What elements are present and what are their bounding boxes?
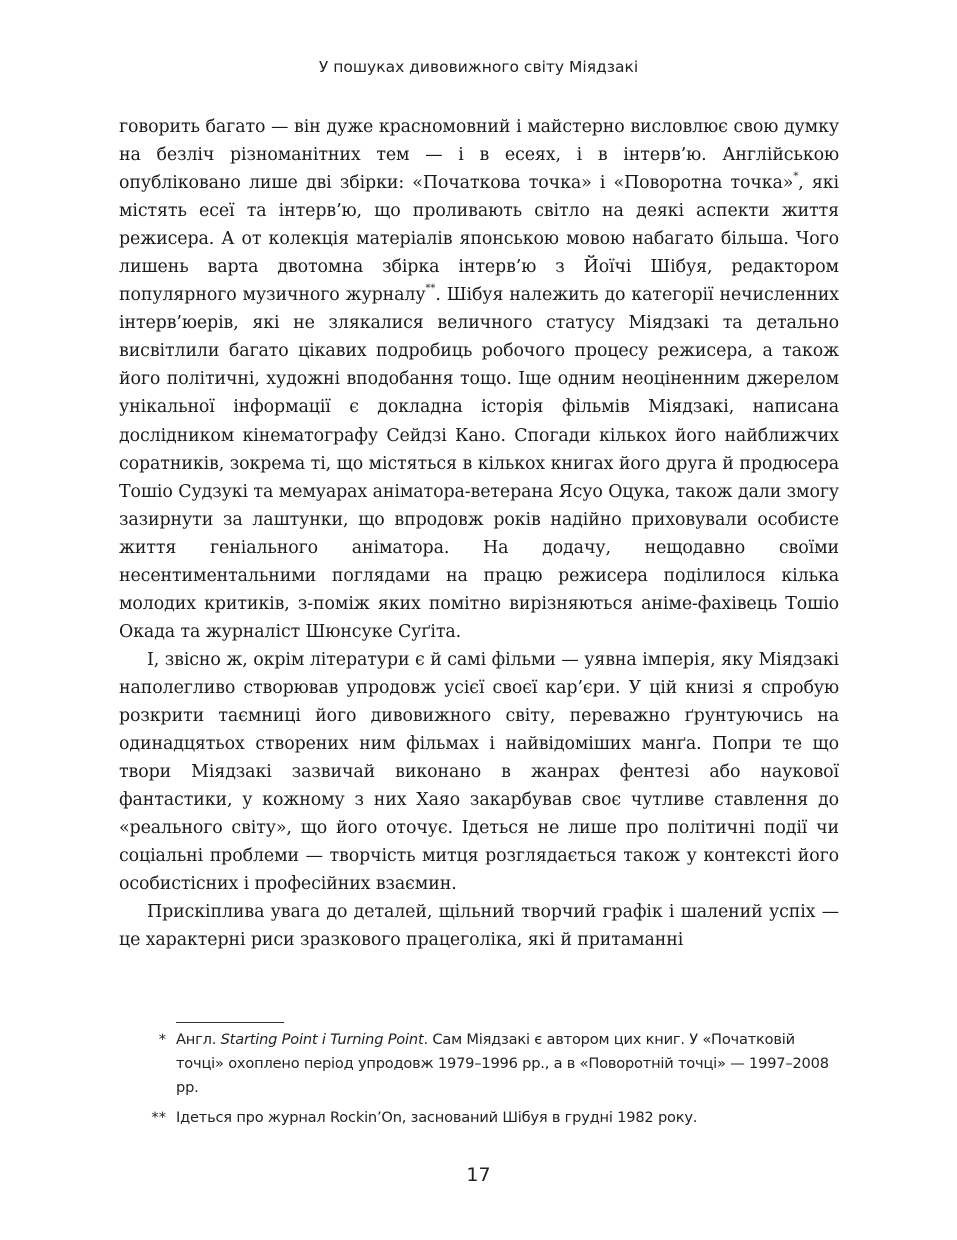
footnote-mark: * [158,1031,166,1048]
paragraph [119,113,839,646]
paragraph-text: . Шібуя належить до категорії нечисленних інтерв’юерів, які не злякалися величного статусу Міядзакі та детально висвітлили багато цікавих подробиць робочого процесу режисера, а також його політичні, художні вподобання тощо. Іще одним неоціненним джерелом унікальної інформації є докладна історія фільмів Міядзакі, написана дослідником кінематографу Сейдзі Кано. Спогади кількох його найближчих соратників, зокрема ті, що містяться в кількох книгах його друга й продюсера Тошіо Судзукі та мемуарах аніматора-ветерана Ясуо Оцука, також дали змогу зазирнути за лаштунки, що впродовж років надійно приховували особисте життя геніального аніматора. На додачу, нещодавно своїми несентиментальними поглядами на працю режисера поділилося кілька молодих критиків, з-поміж яких помітно вирізняються аніме-фахівець Тошіо Окада та журналіст Шюнсуке Суґіта. [119,285,839,642]
footnote [119,1106,839,1130]
running-head: У пошуках дивовижного світу Міядзакі [318,58,639,76]
paragraph-text: говорить багато — він дуже красномовний і майстерно висловлює свою думку на безліч різноманітних тем — і в есеях, і в інтерв’ю. Англійською опубліковано лише дві збірки: «Початкова точка» і «Поворотна точка» [119,117,839,194]
body-text [119,113,839,954]
footnote-mark: ** [151,1109,166,1126]
footnote-text [176,1028,839,1100]
page-number: 17 [466,1164,491,1186]
footnote-rest: . Сам Міядзакі є автором цих книг. У «Початковій точці» охоплено період упродовж 1979–1996 рр., а в «Поворотній точці» — 1997–2008 рр. [176,1031,829,1096]
footnote-title: Starting Point і Turning Point [220,1031,424,1048]
paragraph-text: , які містять есеї та інтерв’ю, що проливають світло на деякі аспекти життя режисера. А от колекція матеріалів японською мовою набагато більша. Чого лишень варта двотомна збірка інтерв’ю з Йоїчі Шібуя, редактором популярного музичного журналу [119,173,839,306]
paragraph: І, звісно ж, окрім літератури є й самі фільми — уявна імперія, яку Міядзакі наполегливо створював упродовж усієї своєї кар’єри. У цій книзі я спробую розкрити таємниці його дивовижного світу, переважно ґрунтуючись на одинадцятьох створених ним фільмах і найвідоміших манґа. Попри те що твори Міядзакі зазвичай виконано в жанрах фентезі або наукової фантастики, у кожному з них Хаяо закарбував своє чутливе ставлення до «реального світу», що його оточує. Ідеться не лише про політичні події чи соціальні проблеми — творчість митця розглядається також у контексті його особистісних і професійних взаємин. [119,649,839,895]
paragraph: Прискіплива увага до деталей, щільний творчий графік і шалений успіх — це характерні риси зразкового працеголіка, які й притаманні [119,902,839,951]
footnotes [119,1028,839,1136]
footnote-divider [176,1022,284,1023]
footnote-ref: * [793,171,799,183]
footnote-ref: ** [425,283,436,295]
footnote [119,1028,839,1100]
footnote-prefix: Англ. [176,1031,221,1048]
footnote-text: Ідеться про журнал Rockin’On, заснований Шібуя в грудні 1982 року. [176,1109,698,1126]
